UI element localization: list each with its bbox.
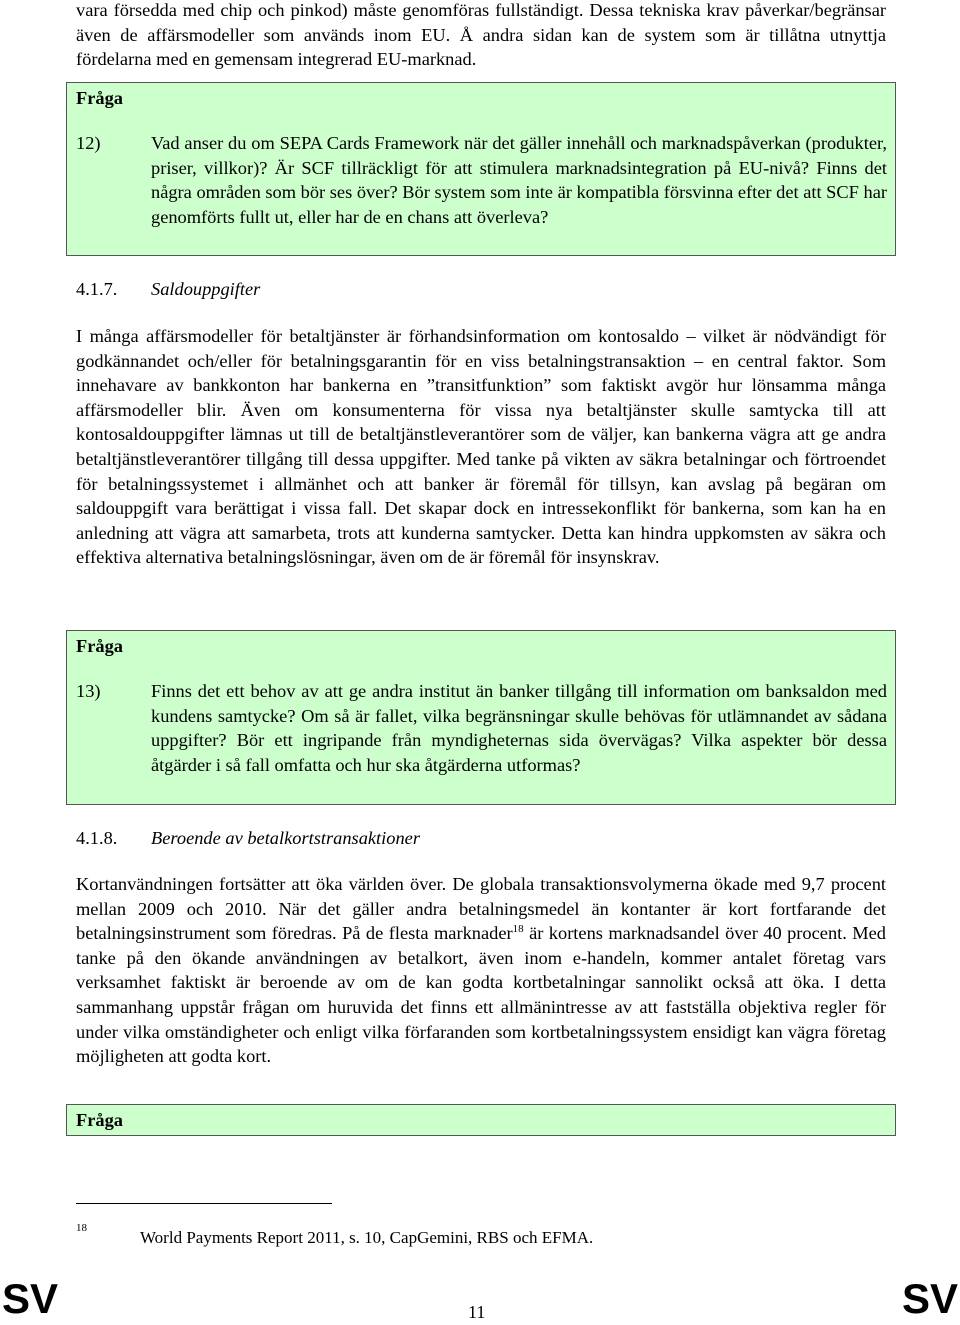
section-title: Saldouppgifter — [151, 279, 261, 299]
footnote-reference: 18 — [512, 923, 524, 936]
question-text: Finns det ett behov av att ge andra institut än banker tillgång till information om banksaldon med kundens samtycke? Om så är fallet, vilka begränsningar skulle behövas för utlämnandet av sådana uppgifter? Bör ett ingripande från myndigheternas sida övervägas? Vilka aspekter bör dessa åtgärder i så fall omfatta och hur ska åtgärderna utformas? — [151, 681, 887, 775]
paragraph-saldouppgifter: I många affärsmodeller för betaltjänster är förhandsinformation om kontosaldo – vilket är nödvändigt för godkännandet och/eller för betalningsgarantin för en viss betalningstransaktion – en central faktor. Som innehavare av bankkonton har bankerna en ”transitfunktion” som faktiskt avgör hur lönsamma många affärsmodeller blir. Även om konsumenterna för vissa nya betaltjänster skulle samtycka till att kontosaldouppgifter lämnas ut till de betaltjänstleverantörer som de väljer, kan bankerna vägra att ge andra betaltjänstleverantörer tillgång till dessa uppgifter. Med tanke på vikten av säkra betalningar och förtroendet för betalningssystemet i allmänhet och att banker är föremål för tillsyn, kan avslag på begäran om saldouppgift vara berättigat i vissa fall. Det skapar dock en intressekonflikt för bankerna, som kan ha en anledning att vägra att samarbeta, trots att kunderna samtycker. Detta kan hindra uppkomsten av säkra och effektiva alternativa betalningslösningar, även om de är föremål för insynskrav. — [76, 326, 886, 568]
page-number: 11 — [468, 1302, 486, 1322]
question-label: Fråga — [76, 88, 123, 108]
section-heading-4-1-8 — [76, 826, 420, 851]
footnote-separator — [76, 1203, 332, 1204]
footnote-number: 18 — [76, 1222, 87, 1234]
language-code-right: SV — [902, 1275, 959, 1322]
question-text: Vad anser du om SEPA Cards Framework när det gäller innehåll och marknadspåverkan (produkter, priser, villkor)? Är SCF tillräckligt för att stimulera marknadsintegration på EU-nivå? Finns det några områden som bör ses över? Bör system som inte är kompatibla försvinna efter det att SCF har genomförts fullt ut, eller har de en chans att överleva? — [151, 133, 887, 227]
question-number: 12) — [76, 133, 101, 153]
question-box-13 — [66, 630, 896, 805]
section-number: 4.1.7. — [76, 279, 118, 299]
paragraph-text-part-2: är kortens marknadsandel över 40 procent. Med tanke på den ökande användningen av betalkort, även inom e-handeln, kommer antalet företag vars verksamhet faktiskt är beroende av om de kan godta kortbetalningar sannolikt också att öka. I detta sammanhang uppstår frågan om huruvida det finns ett allmänintresse av att fastställa objektiva regler för under vilka omständigheter och enligt vilka förfaranden som kortbetalningssystem ensidigt kan vägra företag möjligheten att godta kort. — [76, 923, 886, 1067]
section-number: 4.1.8. — [76, 828, 118, 848]
language-code-left: SV — [2, 1275, 59, 1322]
paragraph-text-part-1: Kortanvändningen fortsätter att öka världen över. De globala transaktionsvolymerna ökade med 9,7 procent mellan 2009 och 2010. När det gäller andra betalningsmedel än kontanter är kort fortfarande det betalningsinstrument som föredras. På de flesta marknader — [76, 874, 886, 944]
question-label: Fråga — [76, 1110, 123, 1130]
footnote-text: World Payments Report 2011, s. 10, CapGemini, RBS och EFMA. — [140, 1228, 594, 1247]
section-heading-4-1-7 — [76, 277, 260, 302]
question-box-next — [66, 1104, 896, 1136]
question-label: Fråga — [76, 636, 123, 656]
question-box-12 — [66, 82, 896, 256]
section-title: Beroende av betalkortstransaktioner — [151, 828, 420, 848]
top-paragraph: vara försedda med chip och pinkod) måste genomföras fullständigt. Dessa tekniska krav påverkar/begränsar även de affärsmodeller som används inom EU. Å andra sidan kan de system som är tillåtna utnyttja fördelarna med en gemensam integrerad EU-marknad. — [76, 0, 886, 70]
paragraph-betalkort — [76, 872, 886, 1069]
question-number: 13) — [76, 681, 101, 701]
